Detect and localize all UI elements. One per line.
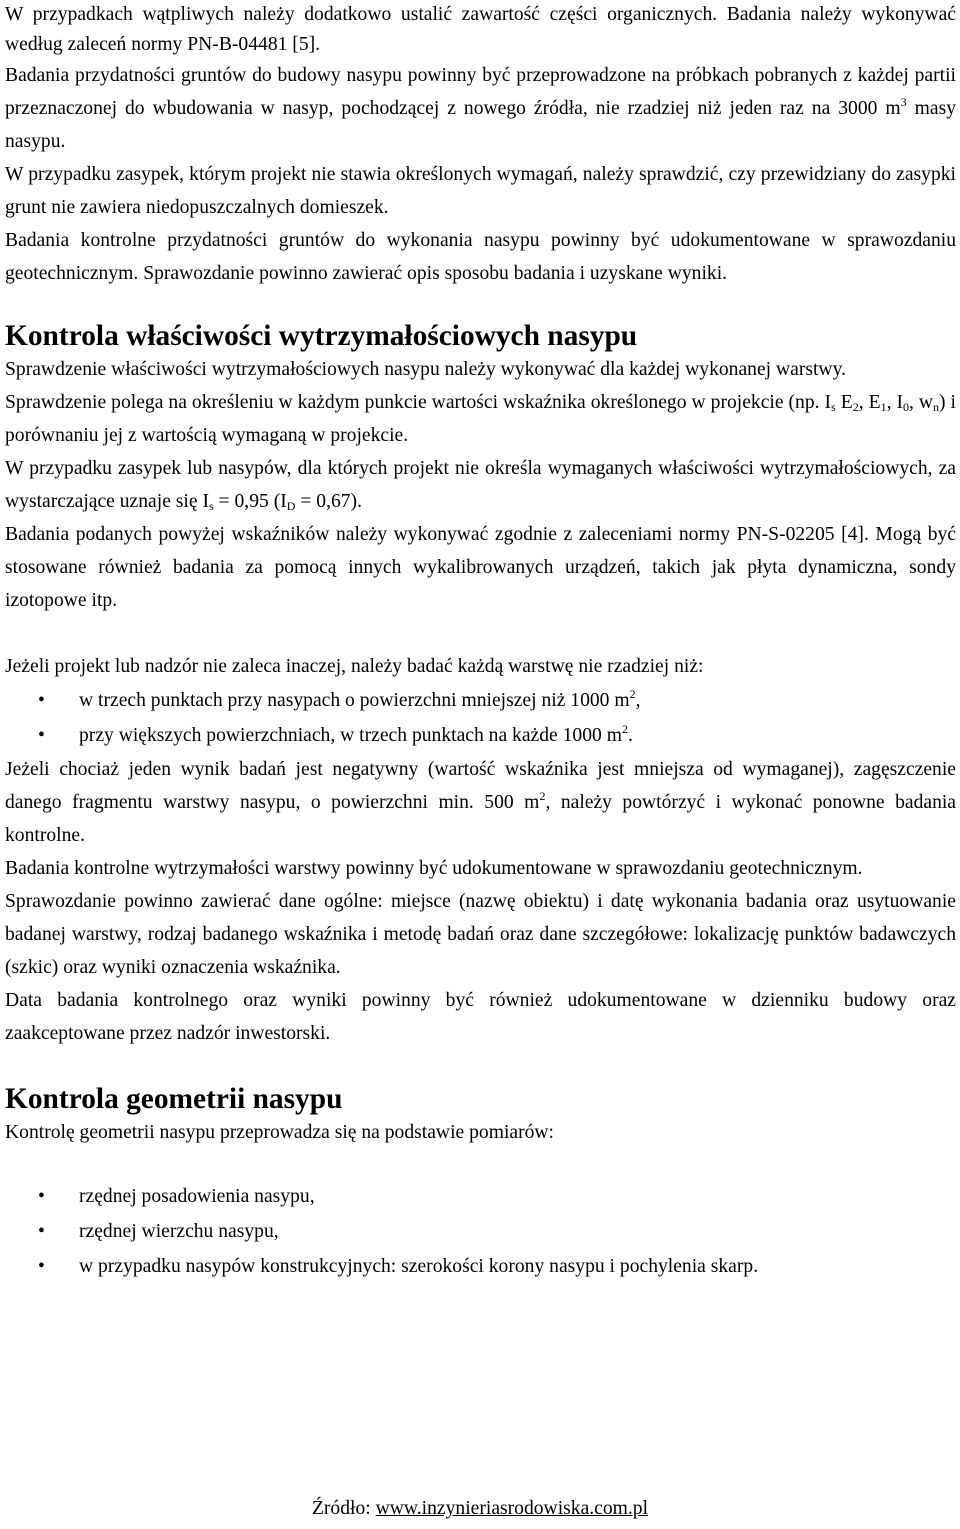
bullet-icon: • [38,1221,45,1242]
text-run: przy większych powierzchniach, w trzech punktach na każde 1000 m [79,725,622,746]
paragraph-organic-content: W przypadkach wątpliwych należy dodatkowo ustalić zawartość części organicznych. Badania należy wykonywać według zaleceń normy PN-B-04481 [5]. [5,4,956,55]
bullet-icon: • [38,1256,45,1277]
subscript: D [286,499,296,513]
text-run: , w [908,392,934,413]
text-run: ) i porównaniu jej z wartością wymaganą w projekcie. [5,392,956,446]
text-run: , należy powtórzyć i wykonać ponowne badania kontrolne. [5,792,957,846]
document-page [5,0,956,1284]
list-item [5,683,956,718]
subscript: s [208,499,214,513]
paragraph-negative-result [5,753,956,852]
geometry-list [5,1179,956,1284]
page-footer [0,1498,960,1520]
text-run: w trzech punktach przy nasypach o powierzchni mniejszej niż 1000 m [79,690,630,711]
text-run: Sprawdzenie polega na określeniu w każdym punkcie wartości wskaźnika określonego w projekcie (np. I [5,392,832,413]
bullet-icon: • [38,1186,45,1207]
list-item [5,718,956,753]
subscript: s [831,400,836,414]
spacer [5,290,956,320]
spacer [5,1149,956,1179]
paragraph-documentation: Badania kontrolne wytrzymałości warstwy powinny być udokumentowane w sprawozdaniu geotechnicznym. [5,858,863,879]
subscript: n [933,400,940,414]
paragraph-strength-standards: Badania podanych powyżej wskaźników należy wykonywać zgodnie z zaleceniami normy PN-S-02205 [4]. Mogą być stosowane również badania za pomocą innych wykalibrowanych urządzeń, takich jak płyta dynamiczna, sondy izotopowe itp. [5,524,956,611]
paragraph-text: masy nasypu. [5,98,956,152]
paragraph-construction-log: Data badania kontrolnego oraz wyniki powinny być również udokumentowane w dzienniku budowy oraz zaakceptowane przez nadzór inwestorski. [5,990,956,1044]
paragraph-text: Badania przydatności gruntów do budowy nasypu powinny być przeprowadzone na próbkach pobranych z każdej partii przeznaczonej do wbudowania w nasyp, pochodzącej z nowego źródła, nie rzadziej niż jeden raz na 3000 m [5,65,956,119]
frequency-list [5,683,956,753]
text-run: . [627,725,633,746]
paragraph-suitability-tests [5,59,956,158]
subscript: 1 [880,400,887,414]
paragraph-geometry-intro: Kontrolę geometrii nasypu przeprowadza się na podstawie pomiarów: [5,1122,554,1143]
spacer [5,1050,956,1083]
list-item [5,1179,956,1214]
text-run: , [635,690,641,711]
paragraph-strength-default [5,452,956,518]
paragraph-backfill: W przypadku zasypek, którym projekt nie stawia określonych wymagań, należy sprawdzić, czy przewidziany do zasypki grunt nie zawiera niedopuszczalnych domieszek. [5,164,956,218]
subscript: 2 [852,400,859,414]
list-item [5,1249,956,1284]
text-run: = 0,95 (I [213,491,287,512]
text-run: , I [886,392,903,413]
spacer [5,617,956,650]
superscript: 3 [900,95,907,109]
list-item [5,1214,956,1249]
list-item-text: rzędnej wierzchu nasypu, [79,1221,279,1242]
paragraph-report-contents: Sprawozdanie powinno zawierać dane ogólne: miejsce (nazwę obiektu) i datę wykonania badania oraz usytuowanie badanej warstwy, rodzaj badanego wskaźnika i metodę badań oraz dane szczegółowe: lokalizację punktów badawczych (szkic) oraz wyniki oznaczenia wskaźnika. [5,891,956,978]
text-run: , E [858,392,881,413]
superscript: 2 [539,789,546,803]
superscript: 2 [629,687,636,701]
text-run: E [835,392,853,413]
list-item-text: w przypadku nasypów konstrukcyjnych: szerokości korony nasypu i pochylenia skarp. [79,1256,759,1277]
paragraph-control-tests: Badania kontrolne przydatności gruntów do wykonania nasypu powinny być udokumentowane w sprawozdaniu geotechnicznym. Sprawozdanie powinno zawierać opis sposobu badania i uzyskane wyniki. [5,230,956,284]
section-heading-geometry: Kontrola geometrii nasypu [5,1083,343,1115]
bullet-icon: • [38,690,45,711]
superscript: 2 [621,722,628,736]
source-link[interactable]: www.inzynieriasrodowiska.com.pl [375,1498,649,1519]
footer-label: Źródło: [311,1498,376,1519]
text-run: W przypadku zasypek lub nasypów, dla których projekt nie określa wymaganych właściwości wytrzymałościowych, za wystarczające uznaje się I [5,458,956,512]
paragraph-frequency-intro: Jeżeli projekt lub nadzór nie zaleca inaczej, należy badać każdą warstwę nie rzadziej niż: [5,656,704,677]
subscript: 0 [902,400,909,414]
paragraph-strength-check: Sprawdzenie właściwości wytrzymałościowych nasypu należy wykonywać dla każdej wykonanej warstwy. [5,359,847,380]
text-run: Jeżeli chociaż jeden wynik badań jest negatywny (wartość wskaźnika jest mniejsza od wymaganej), zagęszczenie danego fragmentu warstwy nasypu, o powierzchni min. 500 m [5,759,956,813]
list-item-text: rzędnej posadowienia nasypu, [79,1186,315,1207]
section-heading-strength: Kontrola właściwości wytrzymałościowych nasypu [5,320,638,352]
bullet-icon: • [38,725,45,746]
text-run: = 0,67). [295,491,362,512]
paragraph-strength-method [5,386,956,452]
